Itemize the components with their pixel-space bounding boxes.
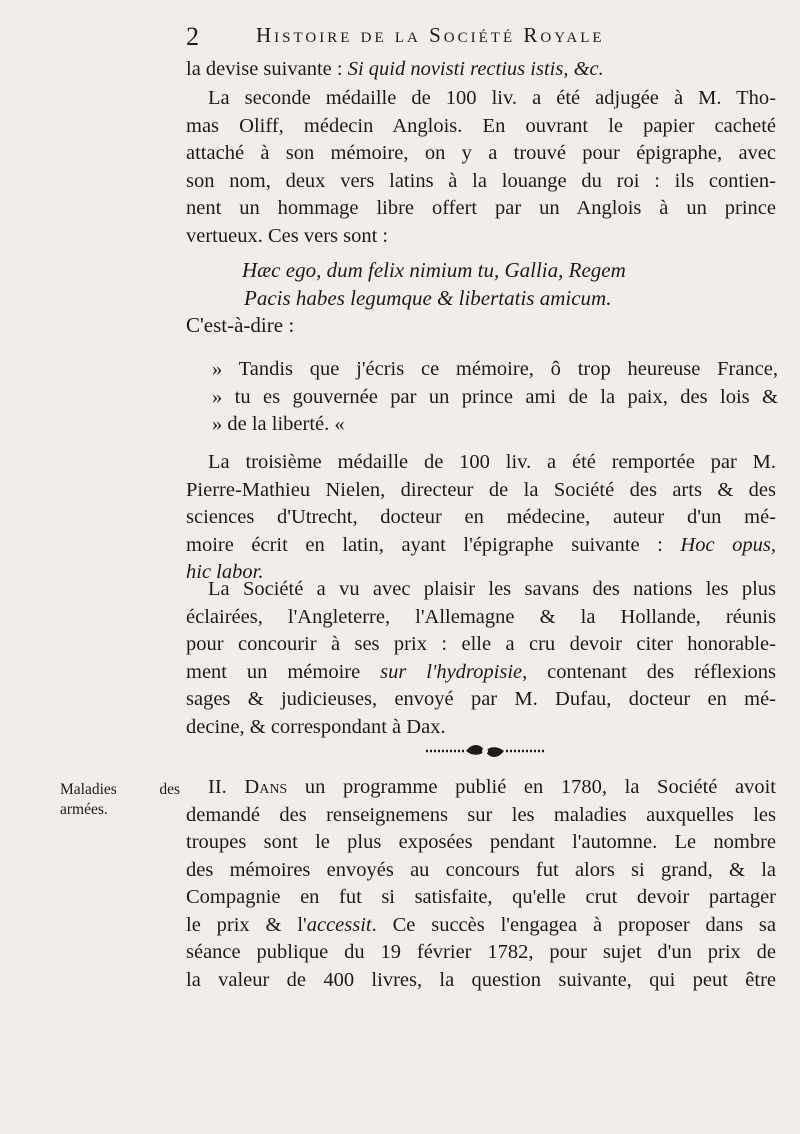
latin-verse xyxy=(242,255,712,310)
verse-line: Hæc ego, dum felix nimium tu, Gallia, Regem xyxy=(242,258,626,282)
text-line: mas Oliff, médecin Anglois. En ouvrant le papier cacheté xyxy=(186,114,776,137)
text-line: decine, & correspondant à Dax. xyxy=(186,715,446,738)
text-line: sciences d'Utrecht, docteur en médecine, auteur d'un mé- xyxy=(186,506,776,528)
text-line: Compagnie en fut si satisfaite, qu'elle crut devoir partager xyxy=(186,886,776,908)
text-line: nent un hommage libre offert par un Anglois à un prince xyxy=(186,197,776,219)
paragraph-seconde-medaille xyxy=(186,85,776,250)
text-line: ment un mémoire sur l'hydropisie, contenant des réflexions xyxy=(186,660,776,683)
paragraph-maladies-armees xyxy=(186,774,776,994)
text-line: sages & judicieuses, envoyé par M. Dufau, docteur en mé- xyxy=(186,688,776,710)
paragraph-societe xyxy=(186,576,776,741)
text-line: séance publique du 19 février 1782, pour sujet d'un prix de xyxy=(186,941,776,963)
margin-note-line: Maladies des xyxy=(60,781,180,798)
page-number: 2 xyxy=(186,22,199,51)
text-line: La seconde médaille de 100 liv. a été adjugée à M. Tho- xyxy=(208,87,776,109)
text-line: troupes sont le plus exposées pendant l'automne. Le nombre xyxy=(186,831,776,853)
text-line: pour concourir à ses prix : elle a cru devoir citer honorable- xyxy=(186,633,776,655)
text-line: éclairées, l'Angleterre, l'Allemagne & la Hollande, réunis xyxy=(186,605,776,628)
text-line: hic labor. xyxy=(186,561,264,583)
cest-a-dire: C'est-à-dire : xyxy=(186,313,295,337)
text-line: des mémoires envoyés au concours fut alors si grand, & la xyxy=(186,858,776,881)
text-line: demandé des renseignemens sur les maladies auxquelles les xyxy=(186,803,776,826)
quote-line: » tu es gouvernée par un prince ami de la paix, des lois & xyxy=(212,385,778,408)
text-line: son nom, deux vers latins à la louange du roi : ils contien- xyxy=(186,169,776,192)
text-line: La Société a vu avec plaisir les savans des nations les plus xyxy=(208,578,776,600)
text-line: Pierre-Mathieu Nielen, directeur de la Société des arts & des xyxy=(186,478,776,501)
margin-note-line: armées. xyxy=(60,801,108,818)
text-line: attaché à son mémoire, on y a trouvé pour épigraphe, avec xyxy=(186,142,776,164)
paragraph-devise xyxy=(186,56,776,84)
verse-line: Pacis habes legumque & libertatis amicum. xyxy=(244,285,612,310)
text-line: La troisième médaille de 100 liv. a été remportée par M. xyxy=(208,451,776,473)
text-line: la devise suivante : Si quid novisti rectius istis, &c. xyxy=(186,58,604,80)
text-line: la valeur de 400 livres, la question suivante, qui peut être xyxy=(186,968,776,991)
page-header xyxy=(186,22,786,52)
french-translation-quote xyxy=(212,356,778,439)
margin-note xyxy=(60,780,180,820)
running-title: Histoire de la Société Royale xyxy=(256,23,605,47)
text-line: II. Dans un programme publié en 1780, la Société avoit xyxy=(208,776,776,798)
text-line: vertueux. Ces vers sont : xyxy=(186,224,389,247)
quote-line: » Tandis que j'écris ce mémoire, ô trop heureuse France, xyxy=(212,358,778,380)
quote-line: » de la liberté. « xyxy=(212,413,345,435)
paragraph-troisieme-medaille xyxy=(186,449,776,587)
text-line: le prix & l'accessit. Ce succès l'engagea à proposer dans sa xyxy=(186,913,776,936)
text-line: moire écrit en latin, ayant l'épigraphe suivante : Hoc opus, xyxy=(186,533,776,556)
ornament-divider-icon xyxy=(424,742,546,760)
